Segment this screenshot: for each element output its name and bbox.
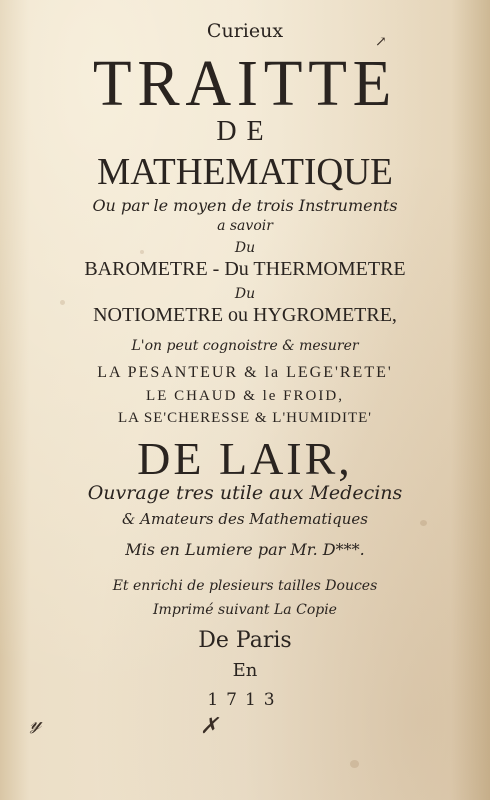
ouvrage-line: Ouvrage tres utile aux Medecins xyxy=(87,482,403,504)
center-ink-mark-icon: ✗ xyxy=(200,714,219,739)
barometre-line: BAROMETRE - Du THERMOMETRE xyxy=(84,258,406,280)
de-paris-line: De Paris xyxy=(198,628,292,653)
corner-mark-icon: ↗ xyxy=(375,34,387,50)
en-line: En xyxy=(232,660,258,681)
pesanteur-line: LA PESANTEUR & la LEGE'RETE' xyxy=(97,364,393,381)
traitte-heading: TRAITTE xyxy=(92,47,398,120)
chaud-line: LE CHAUD & le FROID, xyxy=(146,388,344,404)
notiometre-line: NOTIOMETRE ou HYGROMETRE, xyxy=(93,304,397,326)
enrichi-line: Et enrichi de plesieurs tailles Douces xyxy=(112,578,378,594)
amateurs-line: & Amateurs des Mathematiques xyxy=(122,510,368,528)
mathematique-heading: MATHEMATIQUE xyxy=(97,151,393,193)
lon-peut-line: L'on peut cognoistre & mesurer xyxy=(131,338,359,354)
foxing-spot xyxy=(350,760,359,768)
left-ink-mark-icon: 𝓎 xyxy=(30,710,42,734)
de-line: DE xyxy=(216,116,274,147)
du-line-1: Du xyxy=(234,240,256,256)
du-line-2: Du xyxy=(234,286,256,302)
secheresse-line: LA SE'CHERESSE & L'HUMIDITE' xyxy=(117,410,373,426)
curieux-line: Curieux xyxy=(206,20,284,42)
imprime-line: Imprimé suivant La Copie xyxy=(153,602,337,618)
year-line: 1713 xyxy=(207,690,283,710)
de-lair-heading: DE LAIR, xyxy=(137,433,353,484)
a-savoir-line: a savoir xyxy=(217,218,273,234)
mis-en-lumiere-line: Mis en Lumiere par Mr. D***. xyxy=(125,540,365,559)
ou-par-line: Ou par le moyen de trois Instruments xyxy=(92,196,398,215)
